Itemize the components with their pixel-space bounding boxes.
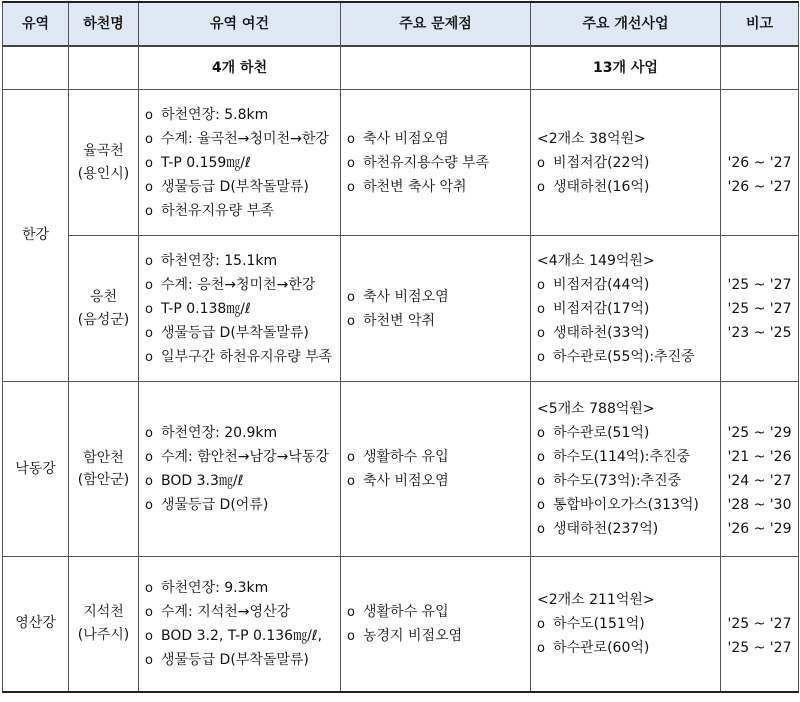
list-item: o 축사 비점오염 xyxy=(347,288,449,305)
list-item: o 하수도(73억):추진중 xyxy=(537,473,682,489)
period-label: '21 ~ '26 xyxy=(727,449,792,465)
projects-cell xyxy=(531,90,721,236)
projects-cell xyxy=(531,382,721,557)
list-item: o 축사 비점오염 xyxy=(347,130,449,147)
conditions-cell xyxy=(139,236,341,382)
river-name: 함안천 xyxy=(83,449,124,466)
projects-summary: <2개소 38억원> xyxy=(537,130,646,147)
river-region: (나주시) xyxy=(77,626,130,643)
list-item: o 수계: 함안천→남강→낙동강 xyxy=(145,449,329,465)
list-item: o 하천유지유량 부족 xyxy=(145,202,274,219)
list-item: o 하천변 악취 xyxy=(347,312,436,329)
projects-summary: <2개소 211억원> xyxy=(537,591,655,608)
river-region: (음성군) xyxy=(77,311,130,328)
period-label: '25 ~ '29 xyxy=(727,425,792,441)
river-cell xyxy=(69,557,139,692)
list-item: o T-P 0.159㎎/ℓ xyxy=(145,154,251,171)
list-item: o 하천변 축사 악취 xyxy=(347,178,467,195)
list-item: o 생물등급 D(어류) xyxy=(145,497,269,513)
list-item: o 하천연장: 9.3km xyxy=(145,579,269,596)
period-label: '25 ~ '27 xyxy=(727,615,792,632)
notes-cell xyxy=(721,382,799,557)
table-row xyxy=(3,557,799,692)
table-row xyxy=(3,236,799,382)
period-label: '26 ~ '29 xyxy=(727,521,792,537)
summary-conditions: 4개 하천 xyxy=(139,46,341,90)
list-item: o 축사 비점오염 xyxy=(347,473,449,489)
notes-cell xyxy=(721,90,799,236)
river-cell xyxy=(69,382,139,557)
list-item: o 생물등급 D(부착돌말류) xyxy=(145,651,309,668)
header-projects: 주요 개선사업 xyxy=(531,2,721,46)
summary-row xyxy=(3,46,799,90)
river-region: (함안군) xyxy=(77,472,130,488)
list-item: o 수계: 지석천→영산강 xyxy=(145,603,291,620)
river-cell xyxy=(69,90,139,236)
list-item: o 하수도(114억):추진중 xyxy=(537,449,691,465)
river-name: 지석천 xyxy=(83,604,124,621)
notes-cell xyxy=(721,236,799,382)
list-item: o 농경지 비점오염 xyxy=(347,627,463,644)
period-label: '26 ~ '27 xyxy=(727,178,792,195)
period-label: '25 ~ '27 xyxy=(727,276,792,293)
river-cell xyxy=(69,236,139,382)
table-row xyxy=(3,90,799,236)
period-label: '25 ~ '27 xyxy=(727,300,792,317)
list-item: o 생물등급 D(부착돌말류) xyxy=(145,178,309,195)
conditions-cell xyxy=(139,382,341,557)
summary-projects: 13개 사업 xyxy=(531,46,721,90)
list-item: o 생태하천(237억) xyxy=(537,521,659,537)
basin-name: 한강 xyxy=(3,90,69,382)
projects-summary: <5개소 788억원> xyxy=(537,401,655,417)
list-item: o 일부구간 하천유지유량 부족 xyxy=(145,348,333,365)
header-problems: 주요 문제점 xyxy=(341,2,531,46)
notes-cell xyxy=(721,557,799,692)
list-item: o 생물등급 D(부착돌말류) xyxy=(145,324,309,341)
basin-name: 낙동강 xyxy=(3,382,69,557)
river-region: (용인시) xyxy=(77,165,130,182)
list-item: o 통합바이오가스(313억) xyxy=(537,497,699,513)
list-item: o 비점저감(17억) xyxy=(537,300,650,317)
list-item: o 비점저감(44억) xyxy=(537,276,650,293)
problems-cell xyxy=(341,236,531,382)
header-notes: 비고 xyxy=(721,2,799,46)
list-item: o 하수관로(55억):추진중 xyxy=(537,348,695,365)
problems-cell xyxy=(341,557,531,692)
header-row xyxy=(3,2,799,46)
river-improvement-table xyxy=(2,1,799,693)
period-label: '25 ~ '27 xyxy=(727,639,792,656)
problems-cell xyxy=(341,382,531,557)
list-item: o 하수관로(60억) xyxy=(537,639,650,656)
list-item: o 하수도(151억) xyxy=(537,615,645,632)
period-label: '23 ~ '25 xyxy=(727,324,792,341)
period-label: '26 ~ '27 xyxy=(727,154,792,171)
list-item: o 수계: 응천→청미천→한강 xyxy=(145,276,316,293)
period-label: '24 ~ '27 xyxy=(727,473,792,489)
header-conditions: 유역 여건 xyxy=(139,2,341,46)
river-name: 응천 xyxy=(89,289,118,306)
projects-summary: <4개소 149억원> xyxy=(537,252,655,269)
river-name: 율곡천 xyxy=(83,143,124,160)
list-item: o 생활하수 유입 xyxy=(347,603,449,620)
basin-name: 영산강 xyxy=(3,557,69,692)
projects-cell xyxy=(531,557,721,692)
problems-cell xyxy=(341,90,531,236)
list-item: o 하천유지용수량 부족 xyxy=(347,154,490,171)
conditions-cell xyxy=(139,90,341,236)
list-item: o 생활하수 유입 xyxy=(347,449,449,465)
projects-cell xyxy=(531,236,721,382)
table-row xyxy=(3,382,799,557)
list-item: o 하수관로(51억) xyxy=(537,425,650,441)
list-item: o BOD 3.2, T-P 0.136㎎/ℓ, xyxy=(145,627,323,644)
list-item: o 비점저감(22억) xyxy=(537,154,650,171)
period-label: '28 ~ '30 xyxy=(727,497,792,513)
list-item: o 생태하천(16억) xyxy=(537,178,650,195)
list-item: o BOD 3.3㎎/ℓ xyxy=(145,473,244,489)
header-basin: 유역 xyxy=(3,2,69,46)
list-item: o 하천연장: 20.9km xyxy=(145,425,278,441)
list-item: o 수계: 율곡천→청미천→한강 xyxy=(145,130,329,147)
conditions-cell xyxy=(139,557,341,692)
list-item: o 하천연장: 5.8km xyxy=(145,106,269,123)
list-item: o 하천연장: 15.1km xyxy=(145,252,278,269)
header-river: 하천명 xyxy=(69,2,139,46)
list-item: o 생태하천(33억) xyxy=(537,324,650,341)
list-item: o T-P 0.138㎎/ℓ xyxy=(145,300,251,317)
